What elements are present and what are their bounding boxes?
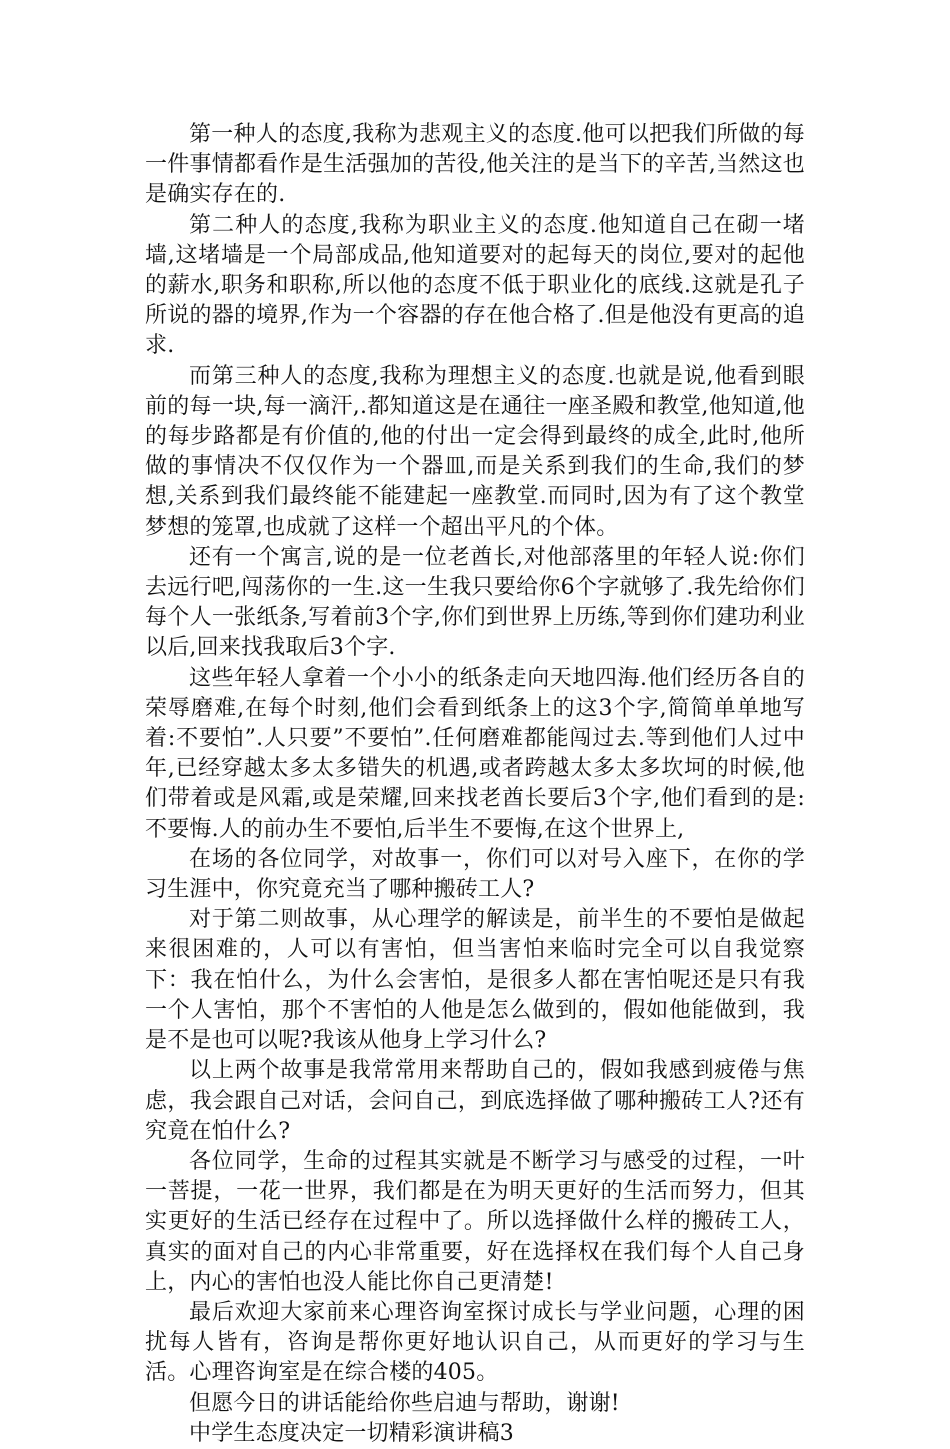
paragraph-closing-thanks: 但愿今日的讲话能给你些启迪与帮助，谢谢! [189, 1390, 620, 1416]
paragraph-psychology-reading: 对于第二则故事，从心理学的解读是，前半生的不要怕是做起来很困难的，人可以有害怕，但当害怕来临时完全可以自我觉察下：我在怕什么，为什么会害怕，是很多人都在害怕呢还是只有我一个人害怕，那个不害怕的人他是怎么做到的，假如他能做到，我是不是也可以呢?我该从他身上学习什么? [145, 907, 805, 1054]
paragraph-students-story-one: 在场的各位同学，对故事一，你们可以对号入座下，在你的学习生涯中，你究竟充当了哪种搬砖工人? [145, 846, 805, 903]
paragraph-professional-attitude: 第二种人的态度,我称为职业主义的态度.他知道自己在砌一堵墙,这堵墙是一个局部成品,他知道要对的起每天的岗位,要对的起他的薪水,职务和职称,所以他的态度不低于职业化的底线.这就是孔子所说的器的境界,作为一个容器的存在他合格了.但是他没有更高的追求. [145, 212, 805, 359]
paragraph-pessimist-attitude: 第一种人的态度,我称为悲观主义的态度.他可以把我们所做的每一件事情都看作是生活强加的苦役,他关注的是当下的辛苦,当然这也是确实存在的. [145, 122, 805, 208]
paragraph-two-stories: 以上两个故事是我常常用来帮助自己的，假如我感到疲倦与焦虑，我会跟自己对话，会问自己，到底选择做了哪种搬砖工人?还有究竟在怕什么? [145, 1058, 805, 1144]
paragraph-fable-chief: 还有一个寓言,说的是一位老酋长,对他部落里的年轻人说:你们去远行吧,闯荡你的一生.这一生我只要给你6个字就够了.我先给你们每个人一张纸条,写着前3个字,你们到世界上历练,等到你们建功利业以后,回来找我取后3个字. [145, 544, 805, 661]
paragraph-next-speech-title: 中学生态度决定一切精彩演讲稿3 [189, 1420, 514, 1446]
paragraph-idealist-attitude: 而第三种人的态度,我称为理想主义的态度.也就是说,他看到眼前的每一块,每一滴汗,.都知道这是在通往一座圣殿和教堂,他知道,他的每步路都是有价值的,他的付出一定会得到最终的成全,此时,他所做的事情决不仅仅作为一个器皿,而是关系到我们的生命,我们的梦想,关系到我们最终能不能建起一座教堂.而同时,因为有了这个教堂梦想的笼罩,也成就了这样一个超出平凡的个体。 [145, 363, 805, 540]
paragraph-counseling-room: 最后欢迎大家前来心理咨询室探讨成长与学业问题，心理的困扰每人皆有，咨询是帮你更好地认识自己，从而更好的学习与生活。心理咨询室是在综合楼的405。 [145, 1299, 805, 1386]
paragraph-young-people: 这些年轻人拿着一个小小的纸条走向天地四海.他们经历各自的荣辱磨难,在每个时刻,他们会看到纸条上的这3个字,简简单单地写着:不要怕”.人只要”不要怕”.任何磨难都能闯过去.等到他们人过中年,已经穿越太多太多错失的机遇,或者跨越太多太多坎坷的时候,他们带着或是风霜,或是荣耀,回来找老酋长要后3个字,他们看到的是:不要悔.人的前办生不要怕,后半生不要悔,在这个世界上, [145, 665, 805, 842]
document-page [145, 120, 805, 1449]
paragraph-process-of-life: 各位同学，生命的过程其实就是不断学习与感受的过程，一叶一菩提，一花一世界，我们都是在为明天更好的生活而努力，但其实更好的生活已经存在过程中了。所以选择做什么样的搬砖工人，真实的面对自己的内心非常重要，好在选择权在我们每个人自己身上，内心的害怕也没人能比你自己更清楚! [145, 1148, 805, 1295]
